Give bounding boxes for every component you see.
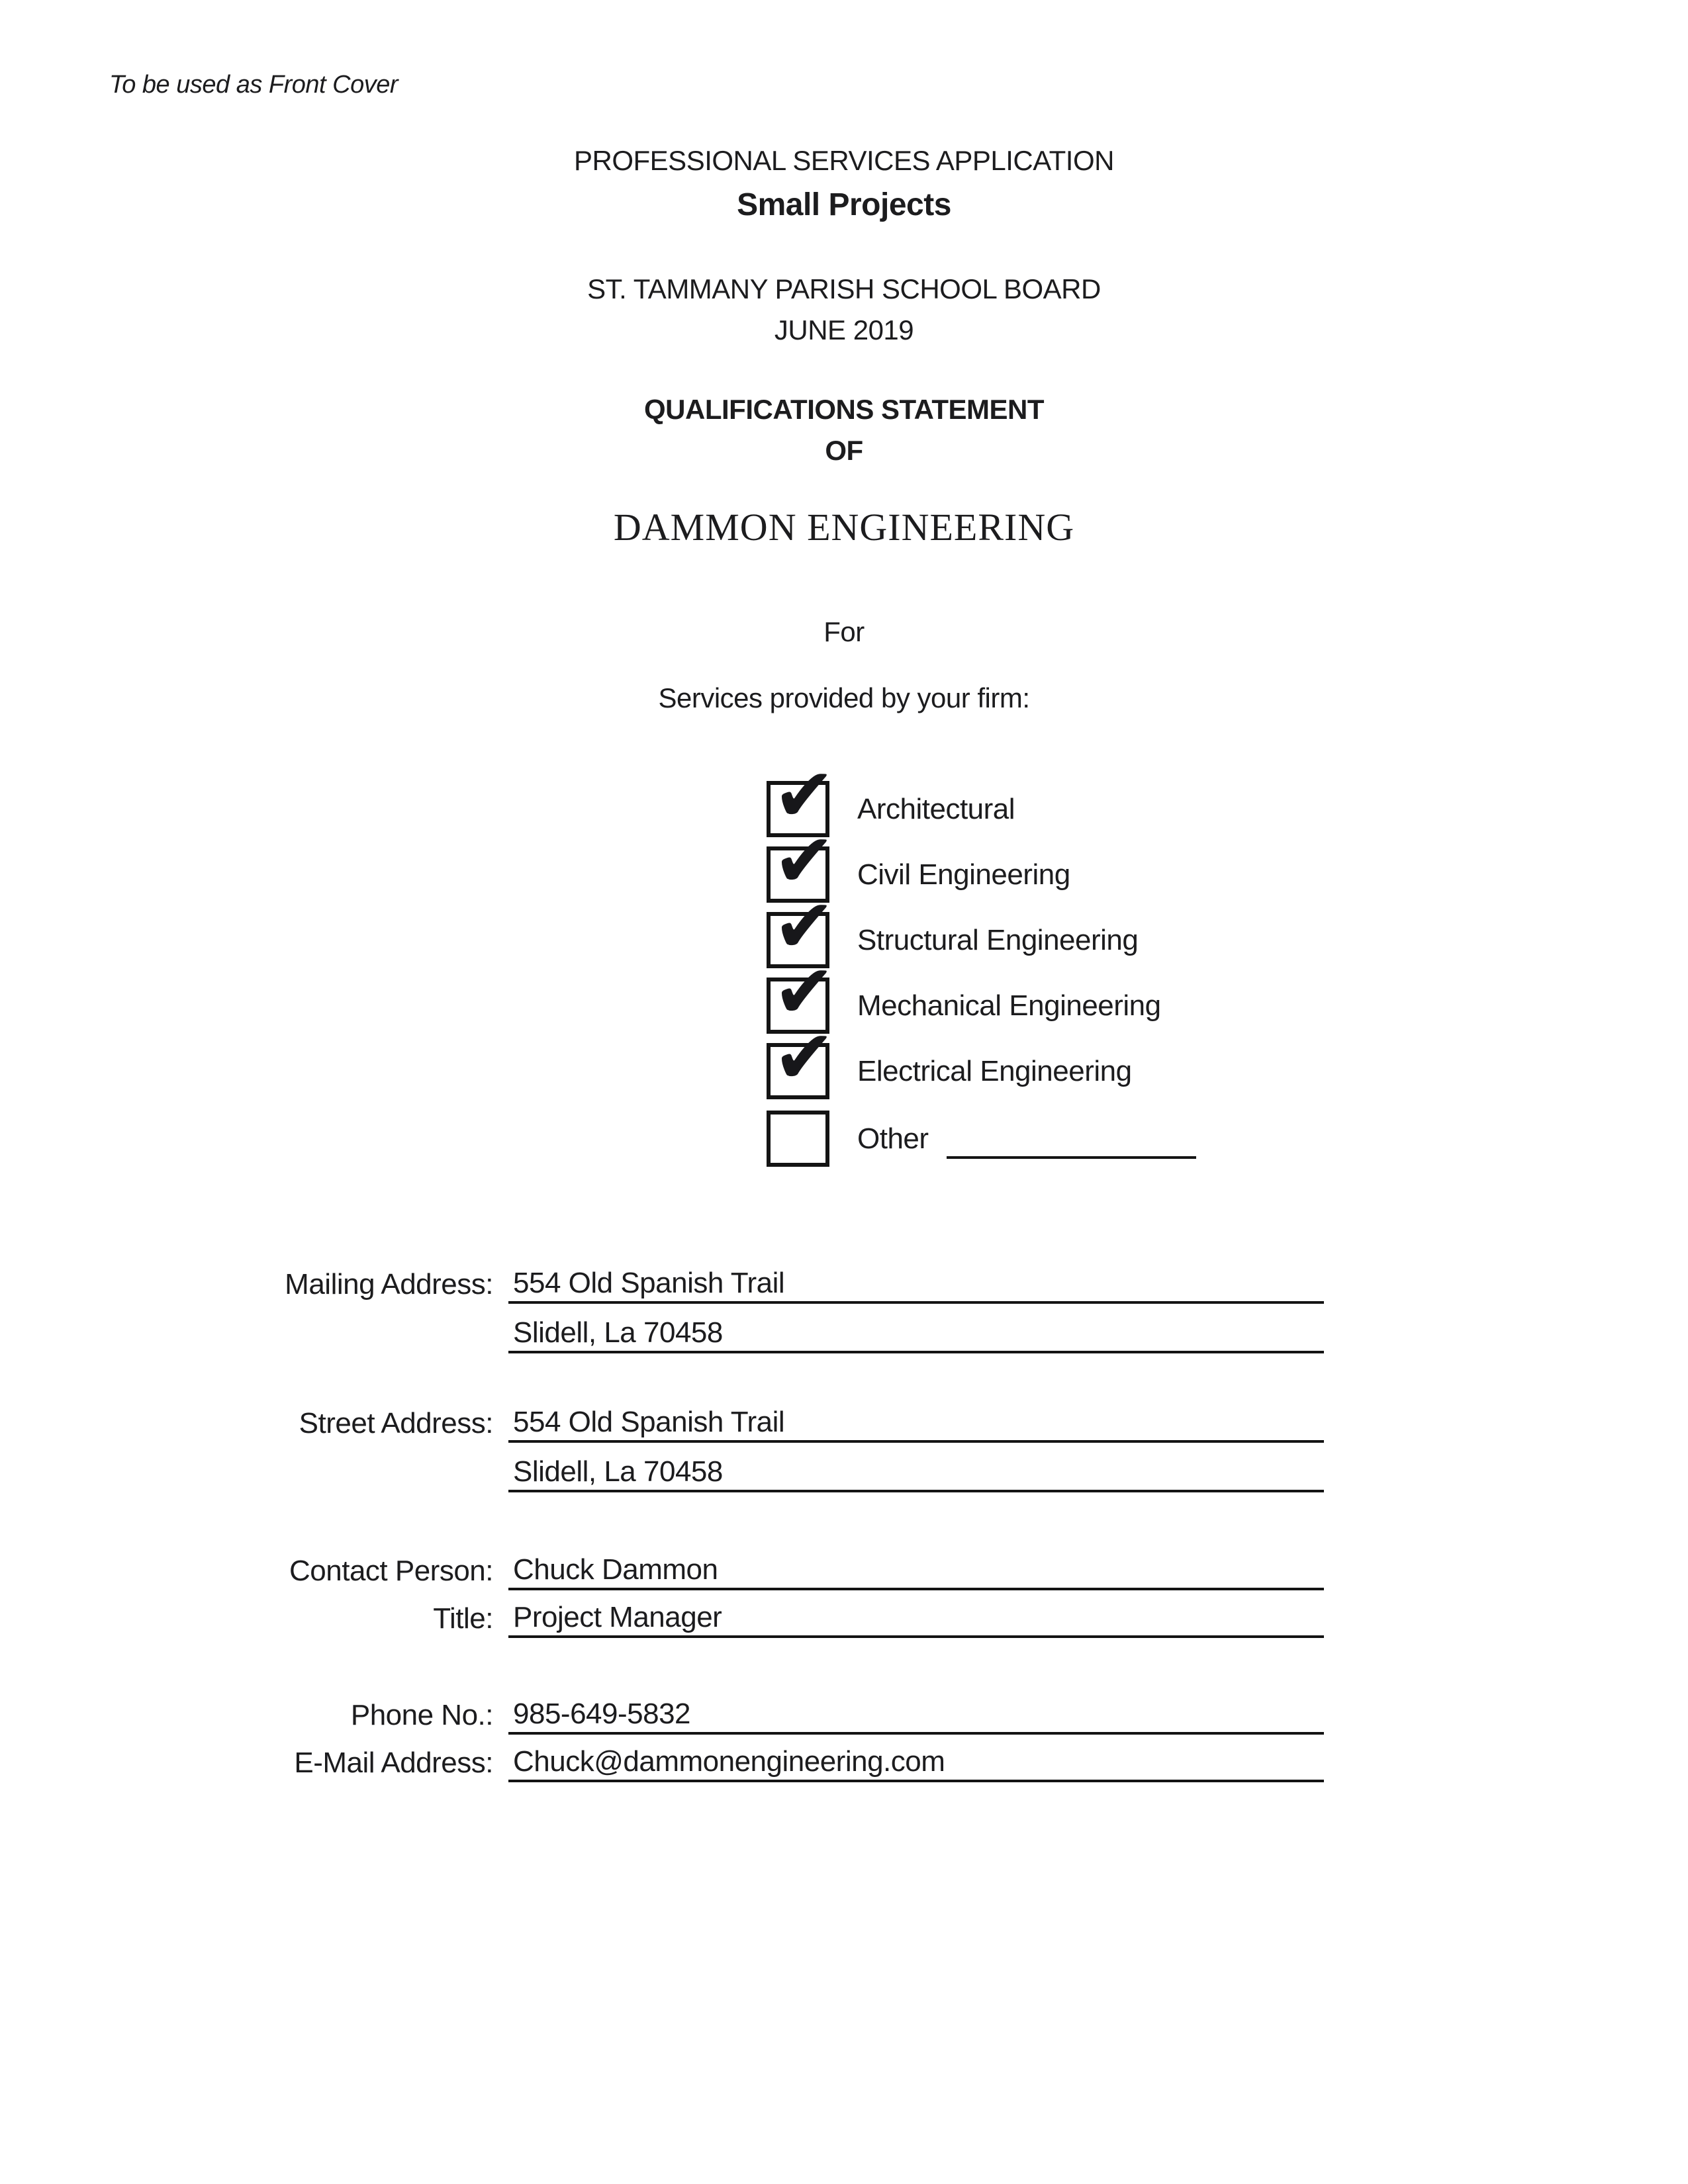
other-fill-line[interactable] [947,1156,1196,1159]
field-row-mailing-address-2 [0,1317,1688,1357]
service-label: Structural Engineering [857,924,1139,956]
service-row-civil [767,818,1362,904]
field-row-street-address-1 [0,1406,1688,1446]
doc-subtitle: Small Projects [737,187,951,222]
check-icon: ✔ [773,949,835,1035]
field-row-title [0,1602,1688,1641]
service-row-other [767,1111,1362,1167]
fill-line [508,1588,1324,1590]
mailing-address-label: Mailing Address: [285,1268,493,1300]
checkbox-other[interactable] [767,1111,829,1167]
street-address-value-1[interactable]: 554 Old Spanish Trail [513,1406,785,1438]
service-label: Mechanical Engineering [857,989,1161,1022]
field-row-phone [0,1698,1688,1738]
street-address-value-2[interactable]: Slidell, La 70458 [513,1455,723,1488]
contact-person-value[interactable]: Chuck Dammon [513,1553,718,1586]
fill-line [508,1301,1324,1304]
fill-line [508,1490,1324,1492]
service-label: Civil Engineering [857,858,1070,891]
phone-label: Phone No.: [350,1699,493,1731]
check-icon: ✔ [773,818,835,904]
field-row-email [0,1746,1688,1786]
fill-line [508,1635,1324,1638]
phone-value[interactable]: 985-649-5832 [513,1698,691,1730]
statement-of: OF [825,435,863,466]
service-row-mechanical [767,949,1362,1035]
service-row-architectural [767,752,1362,839]
field-row-mailing-address-1 [0,1267,1688,1307]
street-address-label: Street Address: [299,1407,493,1439]
check-icon: ✔ [773,884,835,970]
title-label: Title: [433,1602,493,1635]
doc-title: PROFESSIONAL SERVICES APPLICATION [574,145,1114,176]
doc-date: JUNE 2019 [774,314,914,345]
mailing-address-value-1[interactable]: 554 Old Spanish Trail [513,1267,785,1299]
service-label: Architectural [857,793,1015,825]
email-label: E-Mail Address: [294,1747,493,1779]
field-row-contact-person [0,1554,1688,1594]
firm-name: DAMMON ENGINEERING [613,506,1075,549]
fill-line [508,1440,1324,1443]
check-icon: ✔ [773,1015,835,1101]
service-row-electrical [767,1015,1362,1101]
service-row-structural [767,884,1362,970]
service-label: Electrical Engineering [857,1055,1132,1087]
fill-line [508,1780,1324,1782]
check-icon: ✔ [773,752,835,839]
contact-person-label: Contact Person: [289,1555,493,1587]
field-row-street-address-2 [0,1456,1688,1496]
email-value[interactable]: Chuck@dammonengineering.com [513,1745,945,1778]
title-value[interactable]: Project Manager [513,1601,722,1633]
checkbox-electrical-engineering[interactable] [767,1015,835,1101]
statement-title: QUALIFICATIONS STATEMENT [644,394,1044,425]
fill-line [508,1351,1324,1353]
organization: ST. TAMMANY PARISH SCHOOL BOARD [587,273,1101,304]
mailing-address-value-2[interactable]: Slidell, La 70458 [513,1316,723,1349]
for-label: For [823,616,865,647]
service-label: Other [857,1122,929,1155]
services-prompt: Services provided by your firm: [658,682,1030,713]
fill-line [508,1732,1324,1735]
front-cover-note: To be used as Front Cover [109,71,399,99]
